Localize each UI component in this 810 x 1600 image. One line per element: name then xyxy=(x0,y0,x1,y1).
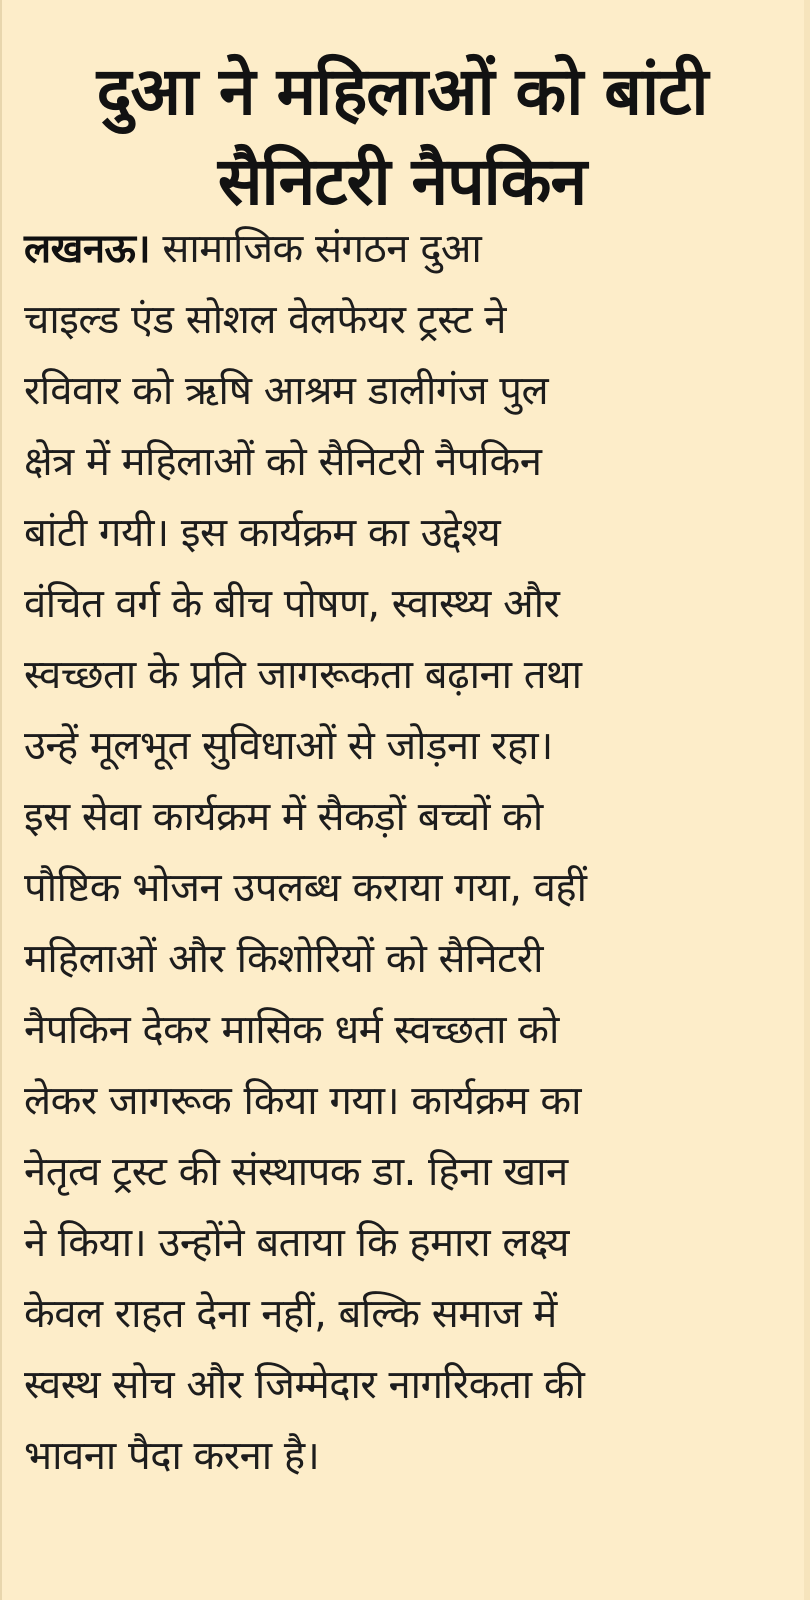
headline-line-1: दुआ ने महिलाओं को बांटी xyxy=(96,53,708,131)
body-line: लेकर जागरूक किया गया। कार्यक्रम का xyxy=(24,1078,582,1124)
body-line: नैपकिन देकर मासिक धर्म स्वच्छता को xyxy=(24,1007,559,1053)
body-line: उन्हें मूलभूत सुविधाओं से जोड़ना रहा। xyxy=(24,723,553,769)
dateline: लखनऊ। xyxy=(24,226,151,272)
body-line: वंचित वर्ग के बीच पोषण, स्वास्थ्य और xyxy=(24,581,560,627)
headline-line-2: सैनिटरी नैपकिन xyxy=(217,143,587,221)
body-line: रविवार को ऋषि आश्रम डालीगंज पुल xyxy=(24,368,549,414)
body-line: इस सेवा कार्यक्रम में सैकड़ों बच्चों को xyxy=(24,794,543,840)
body-line: स्वच्छता के प्रति जागरूकता बढ़ाना तथा xyxy=(24,652,582,698)
body-line: चाइल्ड एंड सोशल वेलफेयर ट्रस्ट ने xyxy=(24,297,506,343)
body-line: भावना पैदा करना है। xyxy=(24,1433,320,1479)
body-line: महिलाओं और किशोरियों को सैनिटरी xyxy=(24,936,543,982)
body-line: क्षेत्र में महिलाओं को सैनिटरी नैपकिन xyxy=(24,439,542,485)
body-line: ने किया। उन्होंने बताया कि हमारा लक्ष्य xyxy=(24,1220,569,1266)
body-line: केवल राहत देना नहीं, बल्कि समाज में xyxy=(24,1291,557,1337)
body-line-text: सामाजिक संगठन दुआ xyxy=(150,226,482,272)
body-line xyxy=(24,214,794,285)
article-body xyxy=(24,214,794,1492)
body-line: बांटी गयी। इस कार्यक्रम का उद्देश्य xyxy=(24,510,501,556)
headline xyxy=(2,47,802,227)
body-line: पौष्टिक भोजन उपलब्ध कराया गया, वहीं xyxy=(24,865,587,911)
body-line: नेतृत्व ट्रस्ट की संस्थापक डा. हिना खान xyxy=(24,1149,568,1195)
body-line: स्वस्थ सोच और जिम्मेदार नागरिकता की xyxy=(24,1362,585,1408)
